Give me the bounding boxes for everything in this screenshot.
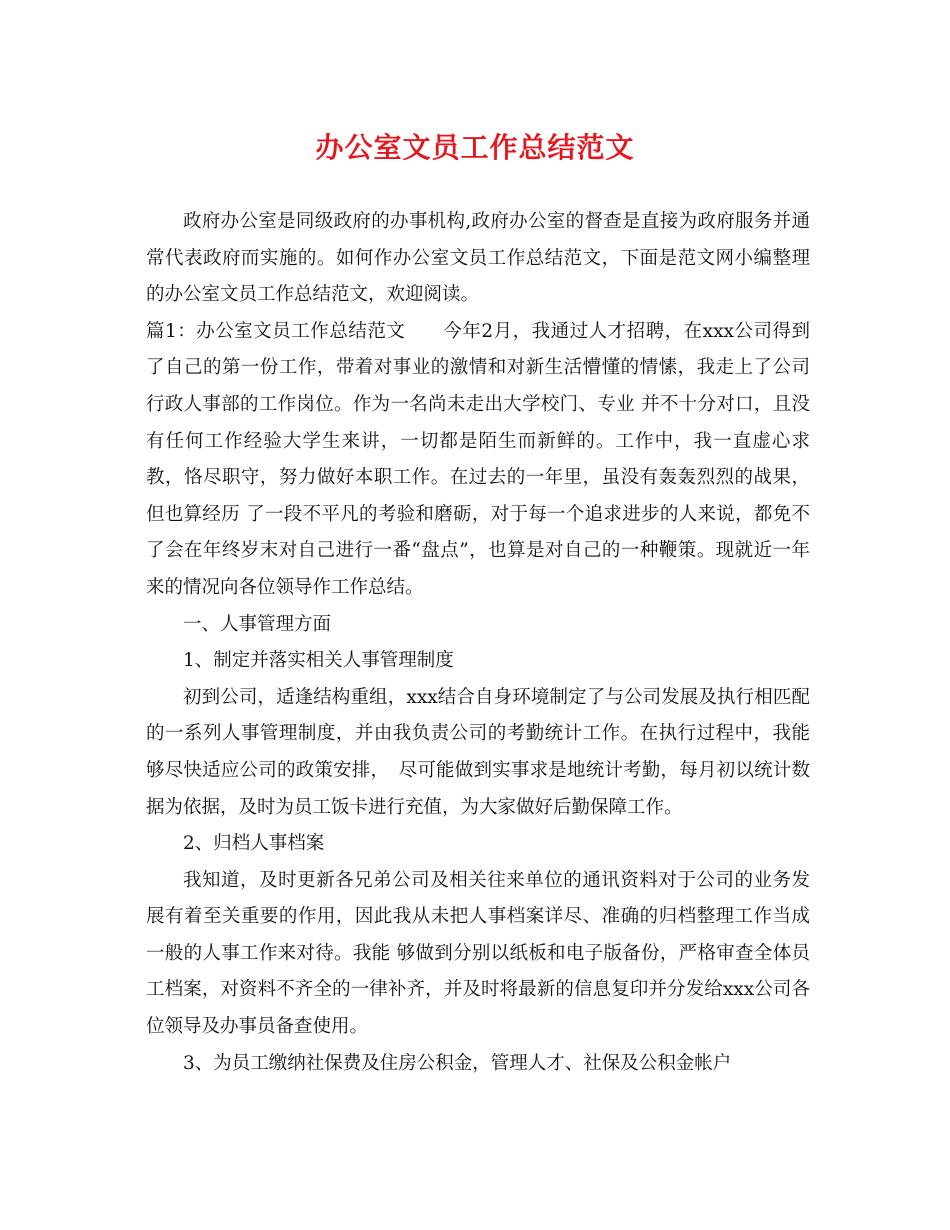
- item-heading-2: 2、归档人事档案: [183, 833, 325, 855]
- item-heading-1: 1、制定并落实相关人事管理制度: [183, 650, 454, 672]
- document-body: [146, 204, 810, 1082]
- item-body-2: 我知道，及时更新各兄弟公司及相关往来单位的通讯资料对于公司的业务发展有着至关重要的作用，因此我从未把人事档案详尽、准确的归档整理工作当成一般的人事工作来对待。我能 够做到分别以纸板和电子版备份，严格审查全体员工档案，对资料不齐全的一律补齐，并及时将最新的信息复印并分发给xxx公司各位领导及办事员备查使用。: [146, 869, 810, 1038]
- section-heading: 一、人事管理方面: [183, 613, 332, 635]
- item-heading-3: 3、为员工缴纳社保费及住房公积金，管理人才、社保及公积金帐户: [183, 1052, 732, 1074]
- article-paragraph: 篇1：办公室文员工作总结范文 今年2月，我通过人才招聘，在xxx公司得到了自己的第一份工作，带着对事业的激情和对新生活懵懂的情愫，我走上了公司行政人事部的工作岗位。作为一名尚未走出大学校门、专业 并不十分对口，且没有任何工作经验大学生来讲，一切都是陌生而新鲜的。工作中，我一直虚心求教，恪尽职守，努力做好本职工作。在过去的一年里，虽没有轰轰烈烈的战果，但也算经历 了一段不平凡的考验和磨砺，对于每一个追求进步的人来说，都免不了会在年终岁末对自己进行一番“盘点”，也算是对自己的一种鞭策。现就近一年来的情况向各位领导作工作总结。: [146, 320, 810, 598]
- intro-paragraph: 政府办公室是同级政府的办事机构,政府办公室的督查是直接为政府服务并通常代表政府而实施的。如何作办公室文员工作总结范文，下面是范文网小编整理的办公室文员工作总结范文，欢迎阅读。: [146, 211, 810, 306]
- item-body-1: 初到公司，适逢结构重组，xxx结合自身环境制定了与公司发展及执行相匹配的一系列人事管理制度，并由我负责公司的考勤统计工作。在执行过程中，我能够尽快适应公司的政策安排， 尽可能做到实事求是地统计考勤，每月初以统计数据为依据，及时为员工饭卡进行充值，为大家做好后勤保障工作。: [146, 686, 810, 818]
- document-title: 办公室文员工作总结范文: [315, 131, 635, 164]
